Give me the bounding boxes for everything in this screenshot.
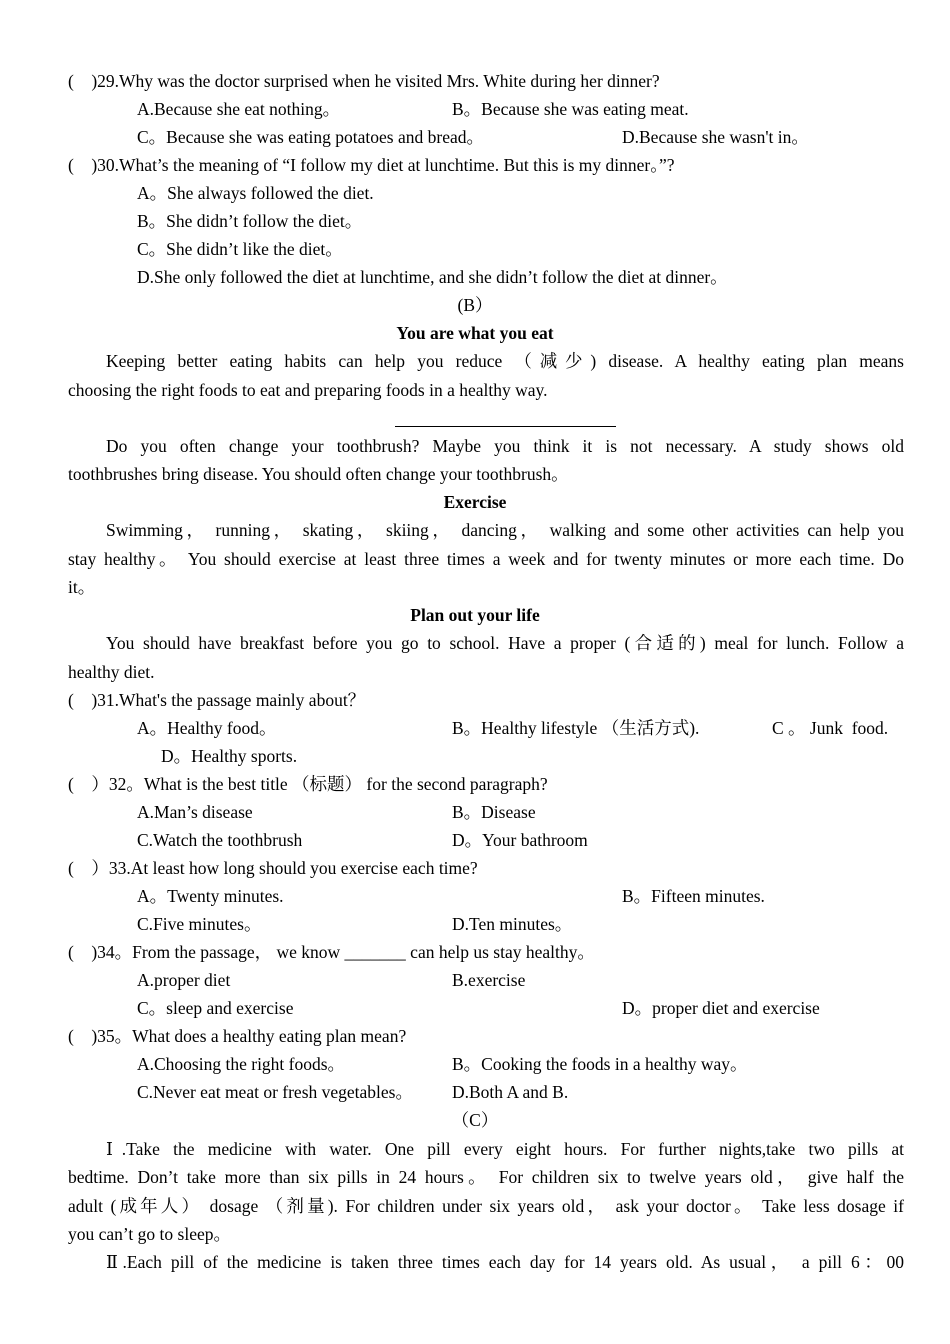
passage-b-p4-line1: You should have breakfast before you go to school. Have a proper (合适的) meal for lunch. Follow a <box>106 633 904 653</box>
question-33-stem: ( ）33.At least how long should you exercise each time? <box>68 858 478 878</box>
q35-option-d: D.Both A and B. <box>452 1082 569 1102</box>
heading-plan-out-your-life: Plan out your life <box>410 605 540 625</box>
q29-option-d: D.Because she wasn't in。 <box>622 127 809 147</box>
question-31-stem: ( )31.What's the passage mainly about？ <box>68 690 366 710</box>
passage-c-p2-line1: Ⅱ.Each pill of the medicine is taken three times each day for 14 years old. As usual， a pill 6：00 <box>106 1252 904 1272</box>
q33-option-b: B。Fifteen minutes. <box>622 886 765 906</box>
q31-option-c: C 。 Junk food. <box>772 718 889 738</box>
passage-b-p3-line3: it。 <box>68 577 96 597</box>
question-32-stem: ( ）32。What is the best title （标题） for the second paragraph? <box>68 774 548 794</box>
q32-option-b: B。Disease <box>452 802 536 822</box>
passage-b-p1-line1: Keeping better eating habits can help you reduce （减少) disease. A healthy eating plan means <box>106 351 904 371</box>
section-c-label: （C） <box>451 1110 499 1130</box>
passage-b-title: You are what you eat <box>396 323 554 343</box>
q34-option-c: C。sleep and exercise <box>137 998 294 1018</box>
q30-option-b: B。She didn’t follow the diet。 <box>137 211 363 231</box>
passage-b-p2-line2: toothbrushes bring disease. You should often change your toothbrush。 <box>68 464 569 484</box>
question-34-stem: ( )34。From the passage， we know _______ can help us stay healthy。 <box>68 942 595 962</box>
q34-option-a: A.proper diet <box>137 970 231 990</box>
passage-c-p1-line4: you can’t go to sleep。 <box>68 1224 231 1244</box>
q29-option-b: B。Because she was eating meat. <box>452 99 689 119</box>
question-30-stem: ( )30.What’s the meaning of “I follow my diet at lunchtime. But this is my dinner。”? <box>68 155 675 175</box>
q33-option-d: D.Ten minutes。 <box>452 914 573 934</box>
passage-b-p2-line1: Do you often change your toothbrush? Maybe you think it is not necessary. A study shows old <box>106 436 904 456</box>
passage-b-p3-line1: Swimming， running， skating， skiing， dancing， walking and some other activities can help you <box>106 520 904 540</box>
question-29-stem: ( )29.Why was the doctor surprised when he visited Mrs. White during her dinner? <box>68 71 660 91</box>
passage-c-p1-line2: bedtime. Don’t take more than six pills in 24 hours。 For children six to twelve years old， give half the <box>68 1167 904 1187</box>
q29-option-c: C。Because she was eating potatoes and bread。 <box>137 127 484 147</box>
q34-option-d: D。proper diet and exercise <box>622 998 820 1018</box>
section-b-label: (B） <box>457 295 493 315</box>
question-35-stem: ( )35。What does a healthy eating plan mean? <box>68 1026 407 1046</box>
q30-option-c: C。She didn’t like the diet。 <box>137 239 343 259</box>
heading-exercise: Exercise <box>443 492 507 512</box>
q29-option-a: A.Because she eat nothing。 <box>137 99 341 119</box>
passage-b-p1-line2: choosing the right foods to eat and preparing foods in a healthy way. <box>68 380 548 400</box>
q33-option-c: C.Five minutes。 <box>137 914 262 934</box>
q31-option-d: D。Healthy sports. <box>161 746 298 766</box>
q33-option-a: A。Twenty minutes. <box>137 886 284 906</box>
passage-c-p1-line1: Ⅰ.Take the medicine with water. One pill every eight hours. For further nights,take two pills at <box>106 1139 904 1159</box>
passage-b-p4-line2: healthy diet. <box>68 662 155 682</box>
passage-c-p1-line3: adult (成年人） dosage （剂量). For children under six years old， ask your doctor。 Take less dosage if <box>68 1196 904 1216</box>
q34-option-b: B.exercise <box>452 970 526 990</box>
q30-option-a: A。She always followed the diet. <box>137 183 374 203</box>
q35-option-a: A.Choosing the right foods。 <box>137 1054 346 1074</box>
q35-option-b: B。Cooking the foods in a healthy way。 <box>452 1054 748 1074</box>
q32-option-d: D。Your bathroom <box>452 830 588 850</box>
q32-option-a: A.Man’s disease <box>137 802 253 822</box>
q32-option-c: C.Watch the toothbrush <box>137 830 303 850</box>
q35-option-c: C.Never eat meat or fresh vegetables。 <box>137 1082 413 1102</box>
q31-option-a: A。Healthy food。 <box>137 718 277 738</box>
passage-b-p3-line2: stay healthy。 You should exercise at least three times a week and for twenty minutes or more each time. Do <box>68 549 904 569</box>
q31-option-b: B。Healthy lifestyle （生活方式). <box>452 718 700 738</box>
blank-heading-line <box>395 426 616 427</box>
q30-option-d: D.She only followed the diet at lunchtime, and she didn’t follow the diet at dinner。 <box>137 267 728 287</box>
